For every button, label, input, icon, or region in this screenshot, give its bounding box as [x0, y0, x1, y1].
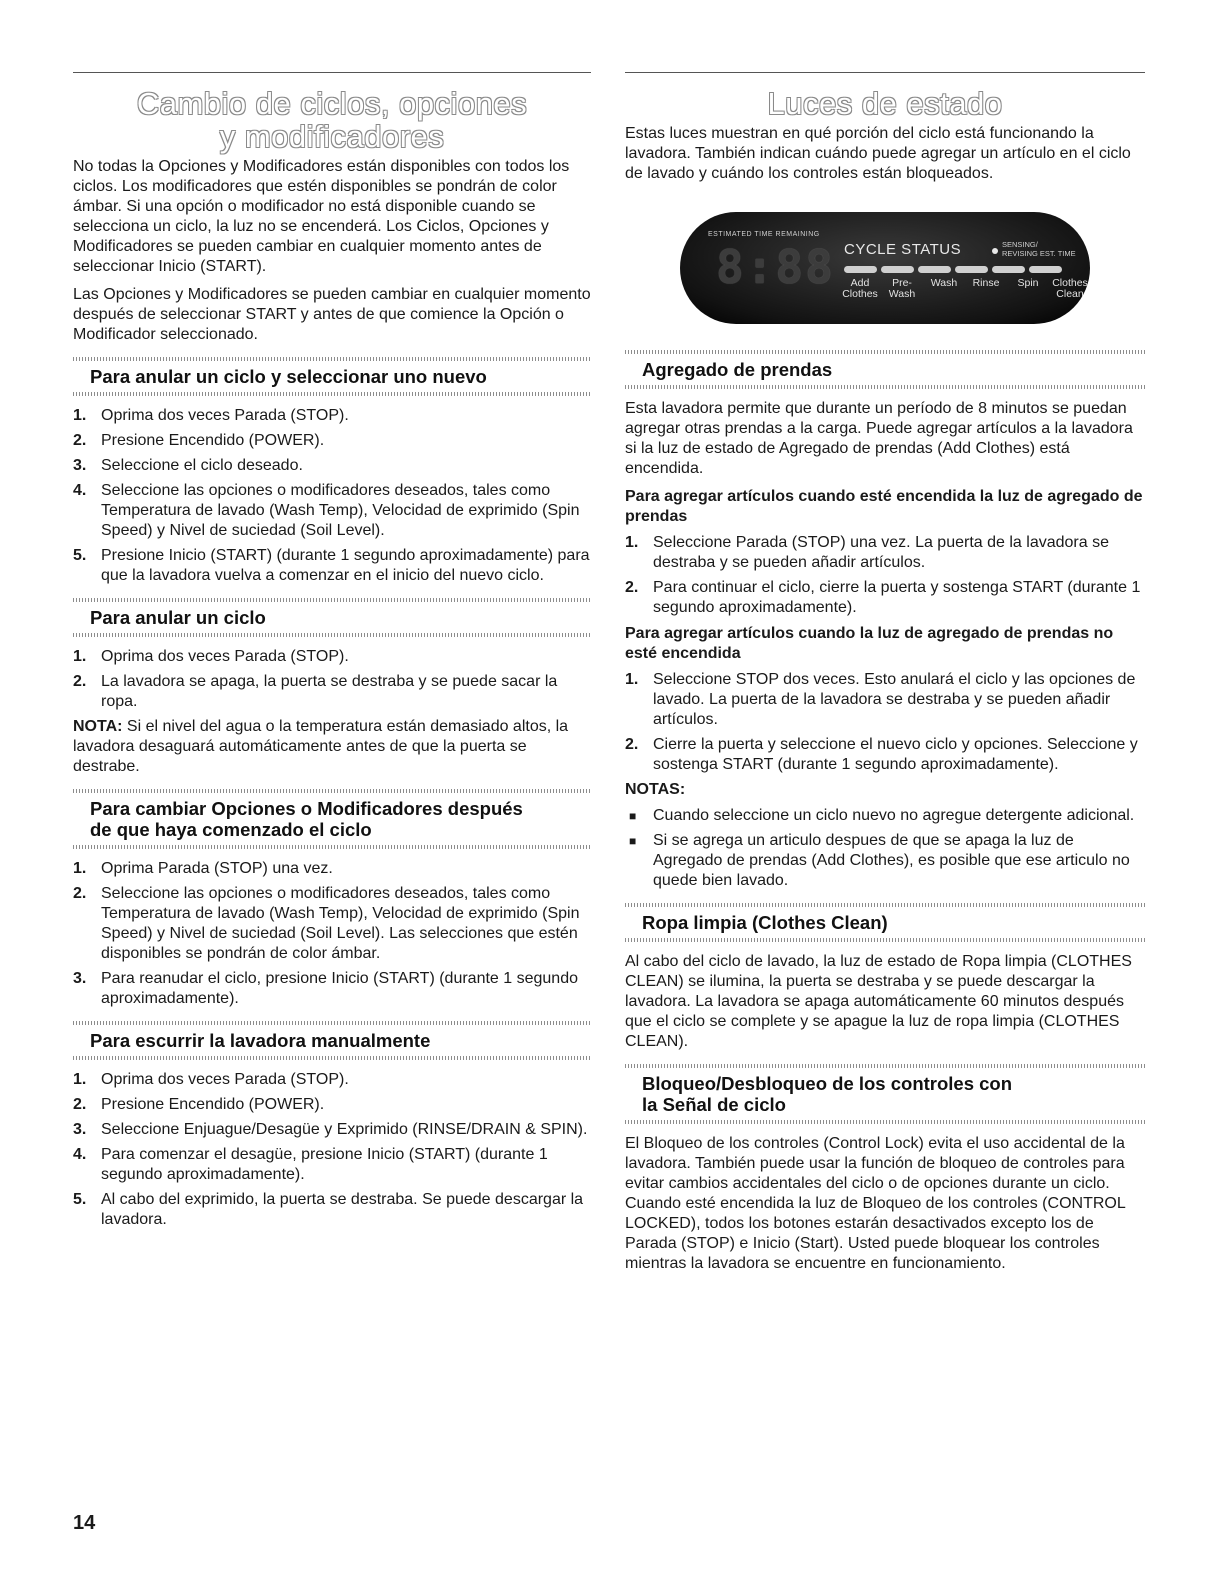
list-item: 1. Seleccione Parada (STOP) una vez. La puerta de la lavadora se destraba y se pueden añadir artículos.	[625, 534, 1109, 571]
subsection-cancel	[73, 598, 591, 637]
indicator-bar	[1029, 266, 1062, 273]
body-paragraph: Esta lavadora permite que durante un período de 8 minutos se puedan agregar otras prendas a la carga. Puede agregar artículos a la lavadora si la luz de estado de Agregado de prendas (Add Clothes) está encendida.	[625, 400, 1133, 477]
steps-list	[625, 533, 1145, 618]
list-item: 3. Seleccione Enjuague/Desagüe y Exprimido (RINSE/DRAIN & SPIN).	[73, 1121, 588, 1138]
note: NOTA: Si el nivel del agua o la temperatura están demasiado altos, la lavadora desaguará automáticamente antes de que la puerta se destrabe.	[73, 718, 569, 775]
list-item: 1. Oprima dos veces Parada (STOP).	[73, 407, 349, 424]
list-item: 1. Oprima dos veces Parada (STOP).	[73, 648, 349, 665]
list-item: 1. Oprima dos veces Parada (STOP).	[73, 1071, 349, 1088]
subsection-add-clothes	[625, 350, 1145, 389]
hatch-rule	[73, 392, 591, 396]
list-item: 3. Para reanudar el ciclo, presione Inicio (START) (durante 1 segundo aproximadamente).	[73, 970, 578, 1007]
page-number: 14	[73, 1512, 96, 1534]
title-line-2: y modificadores	[219, 119, 445, 154]
notes-list	[625, 806, 1145, 891]
list-item: ■ Cuando seleccione un ciclo nuevo no agregue detergente adicional.	[629, 807, 1135, 824]
intro-paragraph-2: Las Opciones y Modificadores se pueden cambiar en cualquier momento después de seleccionar START y antes de que comience la Opción o Modificador seleccionado.	[73, 286, 591, 343]
hatch-rule	[625, 1120, 1145, 1124]
steps-list	[73, 406, 591, 586]
subsection-heading: Para cambiar Opciones o Modificadores después de que haya comenzado el ciclo	[90, 798, 523, 840]
status-label: Pre- Wash	[888, 277, 916, 300]
body-paragraph: Al cabo del ciclo de lavado, la luz de estado de Ropa limpia (CLOTHES CLEAN) se ilumina, la puerta se destraba y se puede descargar la lavadora. La lavadora se apaga automáticamente 60 minutos después que el ciclo se complete y se apague la luz de ropa limpia (CLOTHES CLEAN).	[625, 953, 1132, 1050]
subsection-heading: Para anular un ciclo	[90, 607, 266, 628]
subsection-heading: Para anular un ciclo y seleccionar uno nuevo	[90, 366, 487, 387]
steps-list	[73, 859, 591, 1009]
subsection-heading: Ropa limpia (Clothes Clean)	[642, 912, 888, 933]
right-column	[625, 72, 1145, 1282]
time-remaining-label: ESTIMATED TIME REMAINING	[708, 231, 820, 238]
list-item: 2. La lavadora se apaga, la puerta se destraba y se puede sacar la ropa.	[73, 673, 558, 710]
subsection-control-lock	[625, 1064, 1145, 1124]
top-rule	[625, 72, 1145, 73]
intro-paragraph: No todas la Opciones y Modificadores están disponibles con todos los ciclos. Los modificadores que estén disponibles se pondrán de color ámbar. Si una opción o modificador no está disponible cuando se selecciona un ciclo, la luz no se encenderá. Los Ciclos, Opciones y Modificadores se pueden cambiar en cualquier momento antes de seleccionar Inicio (START).	[73, 158, 570, 275]
subsection-change-options	[73, 789, 591, 849]
list-item: 4. Seleccione las opciones o modificadores deseados, tales como Temperatura de lavado (Wash Temp), Velocidad de exprimido (Spin Speed) y Nivel de suciedad (Soil Level).	[73, 482, 580, 539]
title-line-1: Cambio de ciclos, opciones	[136, 86, 528, 121]
subsection-drain	[73, 1021, 591, 1060]
subsection-heading: Para escurrir la lavadora manualmente	[90, 1030, 431, 1051]
section-title	[73, 87, 591, 153]
status-panel-figure	[625, 212, 1145, 324]
subsection-heading: Bloqueo/Desbloqueo de los controles con la Señal de ciclo	[642, 1073, 1013, 1115]
steps-list	[73, 647, 591, 712]
status-label: Wash	[930, 277, 958, 289]
body-paragraph: El Bloqueo de los controles (Control Lock) evita el uso accidental de la lavadora. También puede usar la función de bloqueo de controles para evitar cambios accidentales del ciclo o de opciones durante un ciclo. Cuando esté encendida la luz de Bloqueo de los controles (CONTROL LOCKED), todos los botones estarán desactivados excepto los de Parada (STOP) e Inicio (Start). Usted puede bloquear los controles mientras la lavadora se encuentre en funcionamiento.	[625, 1135, 1126, 1272]
top-rule	[73, 72, 591, 73]
status-indicator-bars	[844, 266, 1062, 273]
status-labels	[842, 278, 1088, 300]
list-item: 2. Para continuar el ciclo, cierre la puerta y sostenga START (durante 1 segundo aproximadamente).	[625, 579, 1141, 616]
bullet-square-icon: ■	[629, 809, 637, 823]
bold-subheading: Para agregar artículos cuando esté encendida la luz de agregado de prendas	[625, 488, 1143, 525]
notes-label: NOTAS:	[625, 781, 686, 798]
sensing-dot-icon	[992, 248, 998, 254]
subsection-clothes-clean	[625, 903, 1145, 942]
cycle-status-panel	[680, 212, 1090, 324]
intro-paragraph: Estas luces muestran en qué porción del ciclo está funcionando la lavadora. También indican cuándo puede agregar un artículo en el ciclo de lavado y cuándo los controles están bloqueados.	[625, 125, 1131, 182]
bullet-square-icon: ■	[629, 834, 637, 848]
steps-list	[73, 1070, 591, 1230]
indicator-bar	[881, 266, 914, 273]
status-label: Clothes Clean	[1052, 277, 1088, 300]
section-title: Luces de estado	[767, 86, 1003, 121]
hatch-rule	[73, 1056, 591, 1060]
cycle-status-label: CYCLE STATUS	[844, 241, 962, 258]
hatch-rule	[625, 385, 1145, 389]
list-item: 2. Presione Encendido (POWER).	[73, 1096, 325, 1113]
indicator-bar	[844, 266, 877, 273]
time-display: 8:88	[716, 240, 835, 294]
indicator-bar	[918, 266, 951, 273]
list-item: 1. Seleccione STOP dos veces. Esto anulará el ciclo y las opciones de lavado. La puerta de la lavadora se destraba y se pueden añadir artículos.	[625, 671, 1136, 728]
list-item: 2. Seleccione las opciones o modificadores deseados, tales como Temperatura de lavado (Wash Temp), Velocidad de exprimido (Spin Speed) y Nivel de suciedad (Soil Level). Las selecciones que estén disponibles se pondrán de color ámbar.	[73, 885, 580, 962]
list-item: ■ Si se agrega un articulo despues de que se apaga la luz de Agregado de prendas (Add Clothes), es posible que ese articulo no quede bien lavado.	[629, 832, 1130, 889]
left-column	[73, 72, 591, 1235]
hatch-rule	[73, 845, 591, 849]
subsection-heading: Agregado de prendas	[642, 359, 833, 380]
list-item: 4. Para comenzar el desagüe, presione Inicio (START) (durante 1 segundo aproximadamente).	[73, 1146, 548, 1183]
status-label: Add Clothes	[842, 277, 878, 300]
list-item: 2. Presione Encendido (POWER).	[73, 432, 325, 449]
sensing-label: SENSING/ REVISING EST. TIME	[1002, 240, 1076, 258]
hatch-rule	[73, 633, 591, 637]
list-item: 1. Oprima Parada (STOP) una vez.	[73, 860, 333, 877]
indicator-bar	[955, 266, 988, 273]
list-item: 5. Al cabo del exprimido, la puerta se destraba. Se puede descargar la lavadora.	[73, 1191, 584, 1228]
steps-list	[625, 670, 1145, 775]
list-item: 3. Seleccione el ciclo deseado.	[73, 457, 303, 474]
indicator-bar	[992, 266, 1025, 273]
list-item: 2. Cierre la puerta y seleccione el nuevo ciclo y opciones. Seleccione y sostenga START (durante 1 segundo aproximadamente).	[625, 736, 1138, 773]
list-item: 5. Presione Inicio (START) (durante 1 segundo aproximadamente) para que la lavadora vuelva a comenzar en el inicio del nuevo ciclo.	[73, 547, 590, 584]
hatch-rule	[625, 938, 1145, 942]
subsection-cancel-new	[73, 357, 591, 396]
bold-subheading: Para agregar artículos cuando la luz de agregado de prendas no esté encendida	[625, 625, 1114, 662]
status-label: Spin	[1017, 277, 1039, 289]
status-label: Rinse	[972, 277, 1000, 289]
